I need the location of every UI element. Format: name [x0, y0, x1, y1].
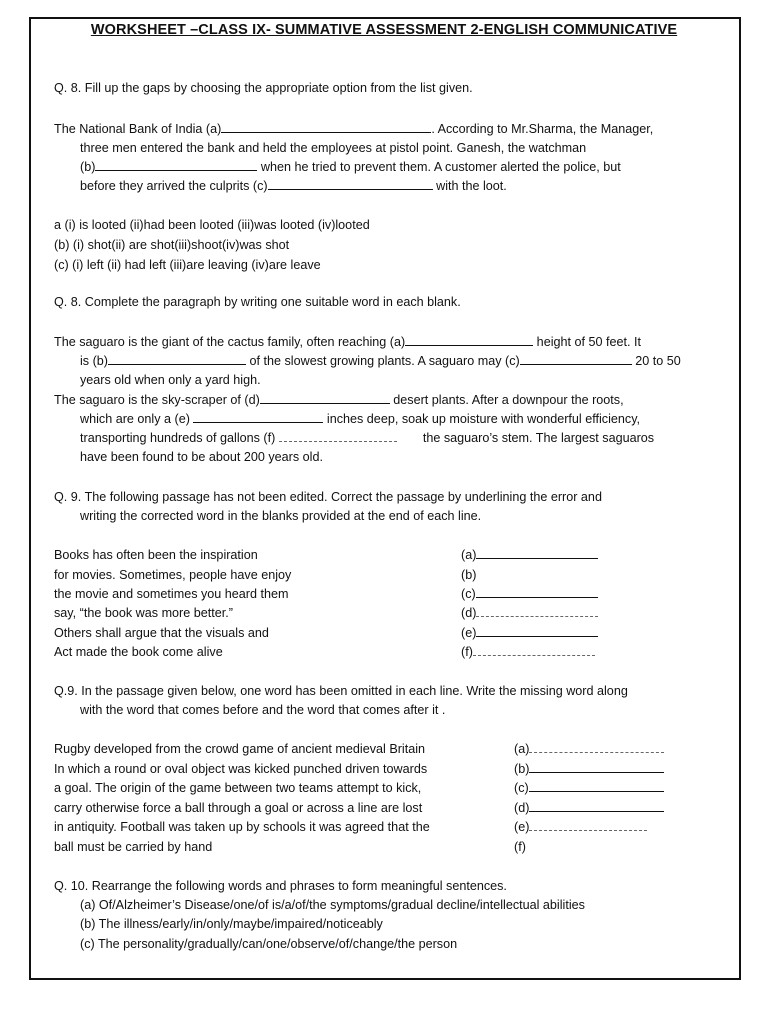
q9b-heading-1: Q.9. In the passage given below, one word has been omitted in each line. Write the missing word along — [54, 684, 628, 698]
blank-b[interactable] — [108, 353, 246, 365]
q9b-line: in antiquity. Football was taken up by schools it was agreed that the — [54, 820, 430, 834]
q9b-line: a goal. The origin of the game between two teams attempt to kick, — [54, 781, 422, 795]
answer-blank[interactable] — [476, 625, 598, 637]
blank-d[interactable] — [260, 392, 390, 404]
q9a-line: for movies. Sometimes, people have enjoy — [54, 568, 292, 582]
q9b-answer-b: (b) — [514, 761, 664, 777]
q9b-line: In which a round or oval object was kicked punched driven towards — [54, 762, 428, 776]
q9a-answer-d: (d) — [461, 605, 598, 621]
answer-blank[interactable] — [529, 800, 664, 812]
q8b-line-6: transporting hundreds of gallons (f) the saguaro’s stem. The largest saguaros — [80, 431, 655, 445]
q8a-options-b: (b) (i) shot(ii) are shot(iii)shoot(iv)was shot — [54, 238, 290, 252]
worksheet-title: WORKSHEET –CLASS IX- SUMMATIVE ASSESSMENT 2-ENGLISH COMMUNICATIVE — [90, 22, 678, 38]
blank-e[interactable] — [193, 411, 323, 423]
q8a-line-4: before they arrived the culprits (c) with the loot. — [80, 179, 507, 193]
q9a-answer-b: (b) — [461, 568, 477, 582]
q8a-heading: Q. 8. Fill up the gaps by choosing the appropriate option from the list given. — [54, 81, 473, 95]
q8b-line-5: which are only a (e) inches deep, soak up moisture with wonderful efficiency, — [80, 412, 641, 426]
q8a-line-2: three men entered the bank and held the employees at pistol point. Ganesh, the watchman — [80, 141, 587, 155]
answer-blank[interactable] — [473, 644, 595, 656]
q8b-line-3: years old when only a yard high. — [80, 373, 261, 387]
answer-blank[interactable] — [529, 741, 664, 753]
q9a-line: the movie and sometimes you heard them — [54, 587, 289, 601]
blank-c[interactable] — [268, 178, 433, 190]
answer-blank[interactable] — [476, 586, 598, 598]
q9a-heading-2: writing the corrected word in the blanks provided at the end of each line. — [80, 509, 482, 523]
q9b-heading-2: with the word that comes before and the word that comes after it . — [80, 703, 446, 717]
q9b-answer-c: (c) — [514, 780, 664, 796]
q9a-answer-e: (e) — [461, 625, 598, 641]
q10-item-a: (a) Of/Alzheimer’s Disease/one/of is/a/of/the symptoms/gradual decline/intellectual abilities — [80, 898, 585, 912]
q9b-line: ball must be carried by hand — [54, 840, 213, 854]
q8b-line-7: have been found to be about 200 years old. — [80, 450, 323, 464]
q9a-answer-c: (c) — [461, 586, 598, 602]
q9a-line: Books has often been the inspiration — [54, 548, 258, 562]
q9b-line: Rugby developed from the crowd game of ancient medieval Britain — [54, 742, 426, 756]
answer-blank[interactable] — [476, 547, 598, 559]
q9b-answer-d: (d) — [514, 800, 664, 816]
answer-blank[interactable] — [529, 780, 664, 792]
q8b-line-4: The saguaro is the sky-scraper of (d) desert plants. After a downpour the roots, — [54, 393, 624, 407]
q9b-answer-f: (f) — [514, 840, 526, 854]
q8a-options-c: (c) (i) left (ii) had left (iii)are leaving (iv)are leave — [54, 258, 321, 272]
q9b-answer-e: (e) — [514, 819, 647, 835]
blank-a[interactable] — [221, 121, 431, 133]
q9a-answer-f: (f) — [461, 644, 595, 660]
q8b-line-1: The saguaro is the giant of the cactus family, often reaching (a) height of 50 feet. It — [54, 335, 642, 349]
blank-a[interactable] — [405, 334, 533, 346]
q10-heading: Q. 10. Rearrange the following words and phrases to form meaningful sentences. — [54, 879, 507, 893]
blank-f[interactable] — [279, 430, 397, 442]
q9b-answer-a: (a) — [514, 741, 664, 757]
q9a-line: say, “the book was more better.” — [54, 606, 233, 620]
answer-blank[interactable] — [476, 605, 598, 617]
q9a-line: Act made the book come alive — [54, 645, 223, 659]
blank-c[interactable] — [520, 353, 632, 365]
answer-blank[interactable] — [529, 819, 647, 831]
q8a-line-3: (b) when he tried to prevent them. A customer alerted the police, but — [80, 160, 621, 174]
q8b-heading: Q. 8. Complete the paragraph by writing one suitable word in each blank. — [54, 295, 461, 309]
q9a-heading-1: Q. 9. The following passage has not been edited. Correct the passage by underlining the error and — [54, 490, 602, 504]
blank-b[interactable] — [95, 159, 257, 171]
q10-item-b: (b) The illness/early/in/only/maybe/impaired/noticeably — [80, 917, 383, 931]
q9a-line: Others shall argue that the visuals and — [54, 626, 269, 640]
q8a-options-a: a (i) is looted (ii)had been looted (iii)was looted (iv)looted — [54, 218, 370, 232]
q9b-line: carry otherwise force a ball through a goal or across a line are lost — [54, 801, 423, 815]
q8b-line-2: is (b) of the slowest growing plants. A saguaro may (c) 20 to 50 — [80, 354, 681, 368]
q8a-line-1: The National Bank of India (a) . According to Mr.Sharma, the Manager, — [54, 122, 654, 136]
answer-blank[interactable] — [529, 761, 664, 773]
q10-item-c: (c) The personality/gradually/can/one/observe/of/change/the person — [80, 937, 458, 951]
q9a-answer-a: (a) — [461, 547, 598, 563]
